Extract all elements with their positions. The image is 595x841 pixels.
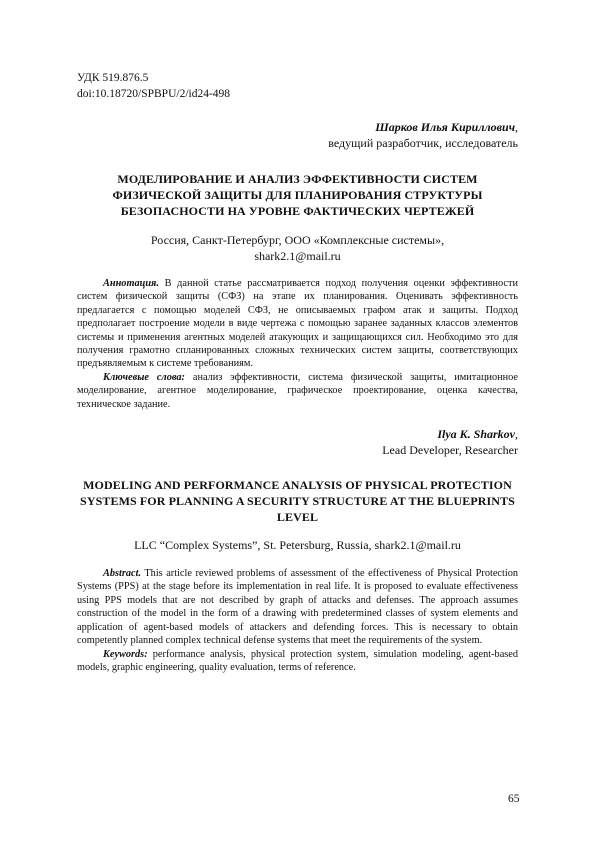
affiliation-text-ru: Россия, Санкт-Петербург, ООО «Комплексные системы»,: [150, 233, 445, 247]
author-separator-ru: ,: [515, 120, 518, 134]
keywords-paragraph-en: [77, 648, 518, 675]
author-block-ru: [77, 119, 518, 151]
abstract-ru: [77, 277, 518, 411]
doi: doi:10.18720/SPBPU/2/id24-498: [77, 88, 231, 100]
keywords-text-en: performance analysis, physical protection system, simulation modeling, agent-based models, graphic engineering, quality evaluation, terms of reference.: [77, 648, 518, 673]
abstract-en: [77, 567, 518, 674]
article-title-ru: МОДЕЛИРОВАНИЕ И АНАЛИЗ ЭФФЕКТИВНОСТИ СИСТЕМ ФИЗИЧЕСКОЙ ЗАЩИТЫ ДЛЯ ПЛАНИРОВАНИЯ СТРУКТУРЫ БЕЗОПАСНОСТИ НА УРОВНЕ ФАКТИЧЕСКИХ ЧЕРТЕЖЕЙ: [112, 172, 483, 218]
affiliation-ru: [77, 232, 518, 264]
abstract-paragraph-ru: [77, 277, 518, 371]
article-title-en: MODELING AND PERFORMANCE ANALYSIS OF PHYSICAL PROTECTION SYSTEMS FOR PLANNING A SECURITY STRUCTURE AT THE BLUEPRINTS LEVEL: [80, 478, 515, 525]
article-meta: [77, 70, 518, 102]
abstract-paragraph-en: [77, 567, 518, 647]
english-section: [77, 426, 518, 674]
abstract-text-ru: В данной статье рассматривается подход получения оценки эффективности систем физической защиты (СФЗ) на этапе их планирования. Оценивать эффективность предлагается с помощью моделей СФЗ, не описываемых графом атак и защиты. Подход предполагает построение модели в виде чертежа с помощью заранее заданных классов элементов системы и применения агентных моделей атакующих и защищающихся сил. Необходимо это для получения грамотно спланированных сложных технических систем защиты, соответствующих предъявляемым к системе требованиям.: [77, 278, 518, 370]
affiliation-en: LLC “Complex Systems”, St. Petersburg, Russia, shark2.1@mail.ru: [134, 538, 461, 553]
keywords-label-en: Keywords:: [103, 648, 148, 660]
keywords-text-ru: анализ эффективности, система физической защиты, имитационное моделирование, агентное моделирование, графическое проектирование, оценка качества, техническое задание.: [77, 371, 518, 410]
abstract-text-en: This article reviewed problems of assessment of the effectiveness of Physical Protection Systems (PPS) at the stage before its implementation in real life. It is proposed to evaluate effectiveness using PPS models that are not described by graph of attacks and defenses. The approach assumes construction of the model in the form of a drawing with predetermined classes of system elements and application of agent-based models of attackers and defending forces. This is necessary to obtain competently planned complex technical defense systems that meet the requirements of the system.: [77, 568, 518, 647]
keywords-paragraph-ru: [77, 371, 518, 411]
author-name-en: Ilya K. Sharkov: [437, 427, 515, 442]
abstract-label-ru: Аннотация.: [103, 278, 159, 289]
author-position-ru: ведущий разработчик, исследователь: [328, 136, 518, 150]
keywords-label-ru: Ключевые слова:: [103, 371, 185, 383]
author-position-en: Lead Developer, Researcher: [382, 443, 518, 458]
author-name-ru: Шарков Илья Кириллович: [375, 120, 515, 134]
author-separator-en: ,: [515, 427, 518, 442]
email-ru: shark2.1@mail.ru: [254, 249, 341, 263]
article-page: [77, 70, 518, 674]
page-number: 65: [508, 793, 520, 805]
russian-section: [77, 119, 518, 411]
author-block-en: [77, 426, 518, 458]
udk-code: УДК 519.876.5: [77, 72, 149, 84]
abstract-label-en: Abstract.: [103, 568, 142, 580]
